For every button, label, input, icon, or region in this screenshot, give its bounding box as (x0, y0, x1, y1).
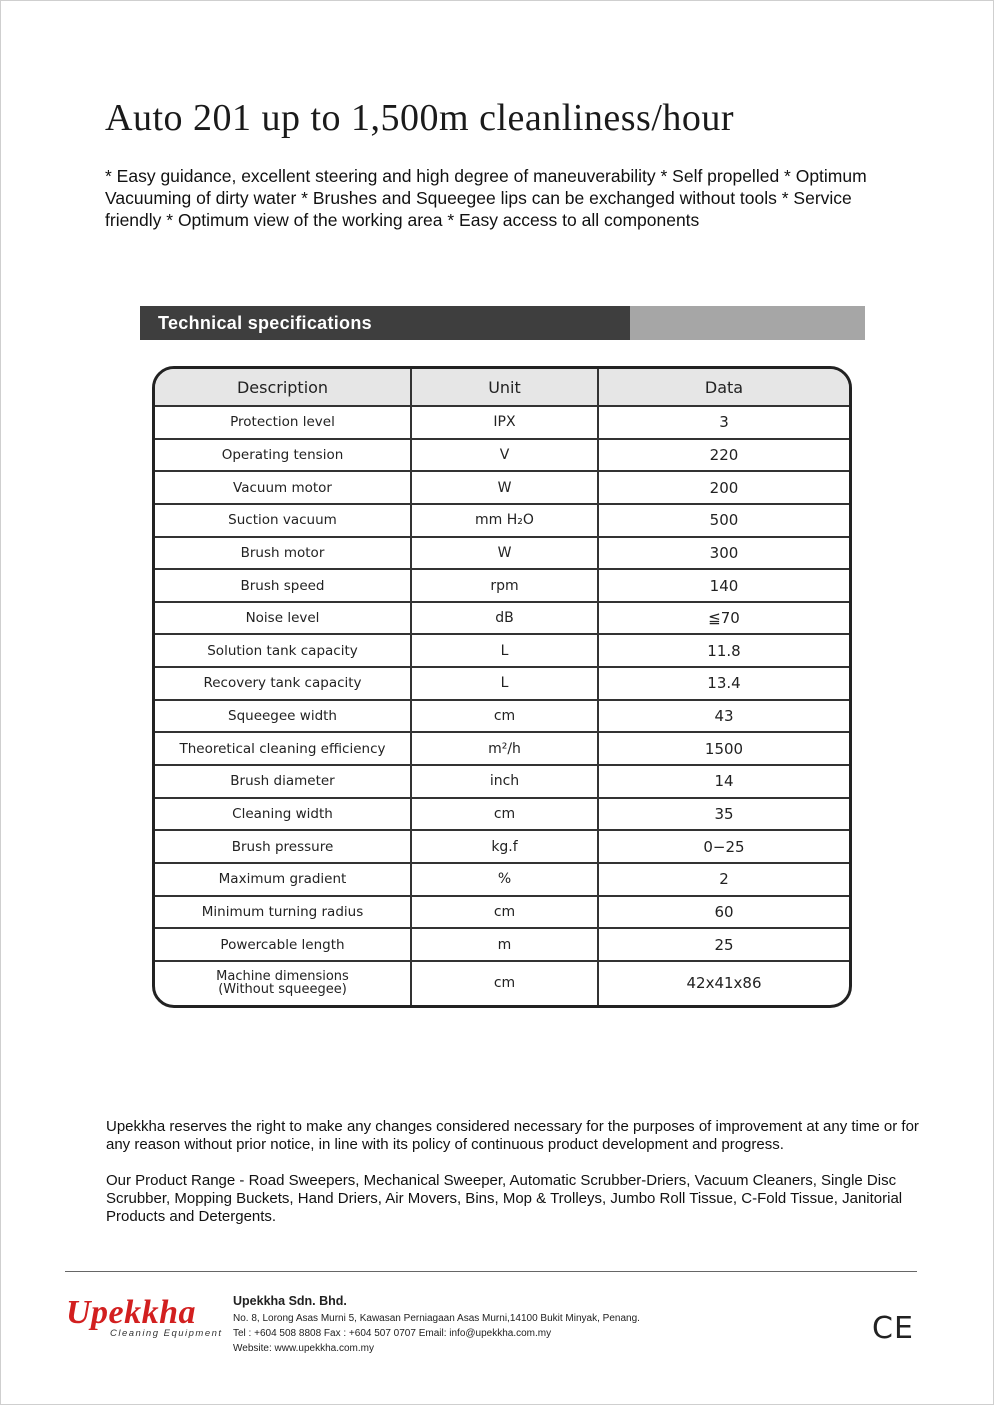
cell-unit: W (411, 471, 598, 504)
cell-data: 1500 (598, 732, 849, 765)
page-title: Auto 201 up to 1,500m cleanliness/hour (105, 97, 735, 139)
cell-data: 140 (598, 569, 849, 602)
cell-unit: kg.f (411, 830, 598, 863)
cell-unit: cm (411, 896, 598, 929)
cell-unit: dB (411, 602, 598, 635)
product-range-text: Our Product Range - Road Sweepers, Mechanical Sweeper, Automatic Scrubber-Driers, Vacuum Cleaners, Single Disc Scrubber, Mopping Buckets, Hand Driers, Air Movers, Bins, Mop & Trolleys, Jumbo Roll Tissue, C-Fold Tissue, Janitorial Products and Detergents. (106, 1172, 903, 1225)
cell-description: Maximum gradient (155, 863, 411, 896)
cell-description: Brush motor (155, 537, 411, 570)
cell-description: Suction vacuum (155, 504, 411, 537)
cell-unit: m²/h (411, 732, 598, 765)
company-contact: Tel : +604 508 8808 Fax : +604 507 0707 Email: info@upekkha.com.my (233, 1328, 552, 1339)
company-address: No. 8, Lorong Asas Murni 5, Kawasan Perniagaan Asas Murni,14100 Bukit Minyak, Penang. (233, 1313, 640, 1324)
cell-description: Protection level (155, 406, 411, 439)
cell-description: Powercable length (155, 928, 411, 961)
table-row (155, 504, 849, 537)
company-website: Website: www.upekkha.com.my (233, 1343, 374, 1354)
table-row (155, 667, 849, 700)
header-unit: Unit (411, 369, 598, 406)
cell-data: 2 (598, 863, 849, 896)
cell-unit: m (411, 928, 598, 961)
cell-description: Minimum turning radius (155, 896, 411, 929)
table-row (155, 602, 849, 635)
table-row (155, 765, 849, 798)
table-header-row (155, 369, 849, 406)
table-row (155, 961, 849, 1005)
header-description: Description (155, 369, 411, 406)
cell-description: Brush diameter (155, 765, 411, 798)
table-row (155, 896, 849, 929)
cell-data: 42x41x86 (686, 974, 762, 993)
table-row (155, 732, 849, 765)
logo-name: Upekkha (66, 1294, 197, 1331)
cell-unit: L (411, 634, 598, 667)
cell-data: ≦70 (598, 602, 849, 635)
cell-data: 200 (598, 471, 849, 504)
cell-unit: cm (411, 700, 598, 733)
notice-section (106, 1118, 926, 1244)
spec-table (155, 369, 849, 1005)
cell-data: 60 (598, 896, 849, 929)
spec-banner-title: Technical specifications (140, 306, 630, 340)
cell-description: Brush pressure (155, 830, 411, 863)
disclaimer-text: Upekkha reserves the right to make any changes considered necessary for the purposes of improvement at any time or for any reason without prior notice, in line with its policy of continuous product development and progress. (106, 1118, 919, 1153)
logo-tagline: Cleaning Equipment (110, 1328, 223, 1339)
cell-description: Solution tank capacity (155, 634, 411, 667)
table-row (155, 700, 849, 733)
table-row (155, 406, 849, 439)
cell-unit: IPX (411, 406, 598, 439)
cell-description: Squeegee width (155, 700, 411, 733)
cell-description: Theoretical cleaning efficiency (155, 732, 411, 765)
footer-divider (65, 1271, 917, 1272)
cell-unit: cm (411, 961, 598, 1005)
cell-description: Vacuum motor (155, 471, 411, 504)
cell-data: 14 (598, 765, 849, 798)
table-row (155, 863, 849, 896)
cell-unit: mm H₂O (411, 504, 598, 537)
cell-description: Operating tension (155, 439, 411, 472)
cell-unit: % (411, 863, 598, 896)
cell-data: 0−25 (598, 830, 849, 863)
cell-unit: cm (411, 798, 598, 831)
company-logo (66, 1296, 226, 1346)
company-info (233, 1294, 793, 1356)
table-row (155, 634, 849, 667)
cell-unit: inch (411, 765, 598, 798)
cell-description: Noise level (155, 602, 411, 635)
table-row (155, 798, 849, 831)
cell-data: 43 (598, 700, 849, 733)
table-row (155, 471, 849, 504)
cell-description: Brush speed (155, 569, 411, 602)
company-name: Upekkha Sdn. Bhd. (233, 1294, 347, 1308)
ce-mark-icon: CE (872, 1311, 914, 1346)
cell-unit: rpm (411, 569, 598, 602)
feature-list: * Easy guidance, excellent steering and high degree of maneuverability * Self propelled * Optimum Vacuuming of dirty water * Brushes and Squeegee lips can be exchanged without tools * Service friendly * Optimum view of the working area * Easy access to all components (105, 166, 867, 230)
cell-data: 13.4 (598, 667, 849, 700)
spec-table-frame (152, 366, 852, 1008)
cell-data: 11.8 (598, 634, 849, 667)
cell-data: 220 (598, 439, 849, 472)
spec-table-body (155, 406, 849, 1005)
table-row (155, 439, 849, 472)
cell-unit: W (411, 537, 598, 570)
cell-data: 25 (598, 928, 849, 961)
cell-data: 500 (598, 504, 849, 537)
table-row (155, 830, 849, 863)
spec-banner-bar (630, 306, 865, 340)
header-data: Data (598, 369, 849, 406)
table-row (155, 537, 849, 570)
cell-data: 35 (598, 798, 849, 831)
cell-unit: V (411, 439, 598, 472)
cell-unit: L (411, 667, 598, 700)
cell-data: 300 (598, 537, 849, 570)
table-row (155, 569, 849, 602)
cell-description: Machine dimensions (Without squeegee) (155, 961, 411, 1005)
spec-banner (140, 306, 865, 340)
cell-description: Cleaning width (155, 798, 411, 831)
cell-description: Recovery tank capacity (155, 667, 411, 700)
table-row (155, 928, 849, 961)
cell-data: 3 (598, 406, 849, 439)
